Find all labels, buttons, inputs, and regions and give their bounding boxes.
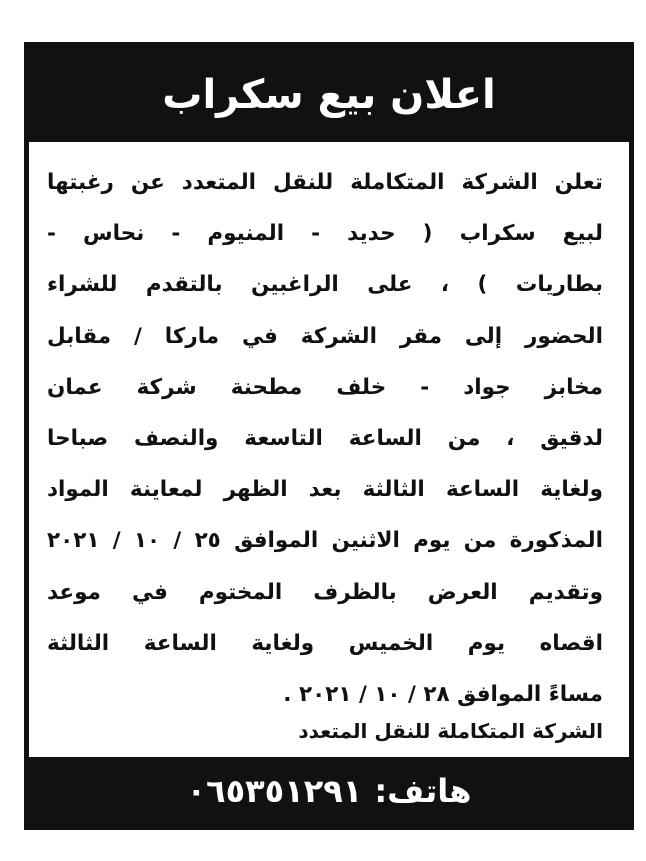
advertisement (24, 42, 634, 830)
phone-label: هاتف: (374, 772, 472, 810)
ad-contact-bar (29, 757, 629, 825)
ad-body-line: اقصاه يوم الخميس ولغاية الساعة الثالثة (47, 630, 603, 656)
ad-signature: الشركة المتكاملة للنقل المتعدد (298, 719, 603, 743)
ad-body-line: مساءً الموافق ٢٨ / ١٠ / ٢٠٢١ . (283, 682, 603, 708)
ad-title-bar (29, 47, 629, 142)
ad-body-line: بطاريات ) ، على الراغبين بالتقدم للشراء (47, 272, 603, 298)
ad-body-line: تعلن الشركة المتكاملة للنقل المتعدد عن رغبتها (47, 170, 603, 195)
ad-body-line: لدقيق ، من الساعة التاسعة والنصف صباحا (47, 426, 603, 452)
ad-body-line: مخابز جواد - خلف مطحنة شركة عمان (47, 374, 603, 400)
ad-body-line: ولغاية الساعة الثالثة بعد الظهر لمعاينة المواد (47, 477, 603, 503)
ad-body-text (47, 157, 603, 720)
ad-body-line: لبيع سكراب ( حديد - المنيوم - نحاس - (47, 221, 603, 247)
ad-body-line: المذكورة من يوم الاثنين الموافق ٢٥ / ١٠ / ٢٠٢١ (47, 528, 603, 554)
ad-title: اعلان بيع سكراب (162, 71, 496, 118)
ad-body-line: الحضور إلى مقر الشركة في ماركا / مقابل (47, 323, 603, 349)
phone-number: ٠٦٥٣٥١٢٩١ (186, 772, 363, 810)
ad-body-line: وتقديم العرض بالظرف المختوم في موعد (47, 579, 603, 605)
